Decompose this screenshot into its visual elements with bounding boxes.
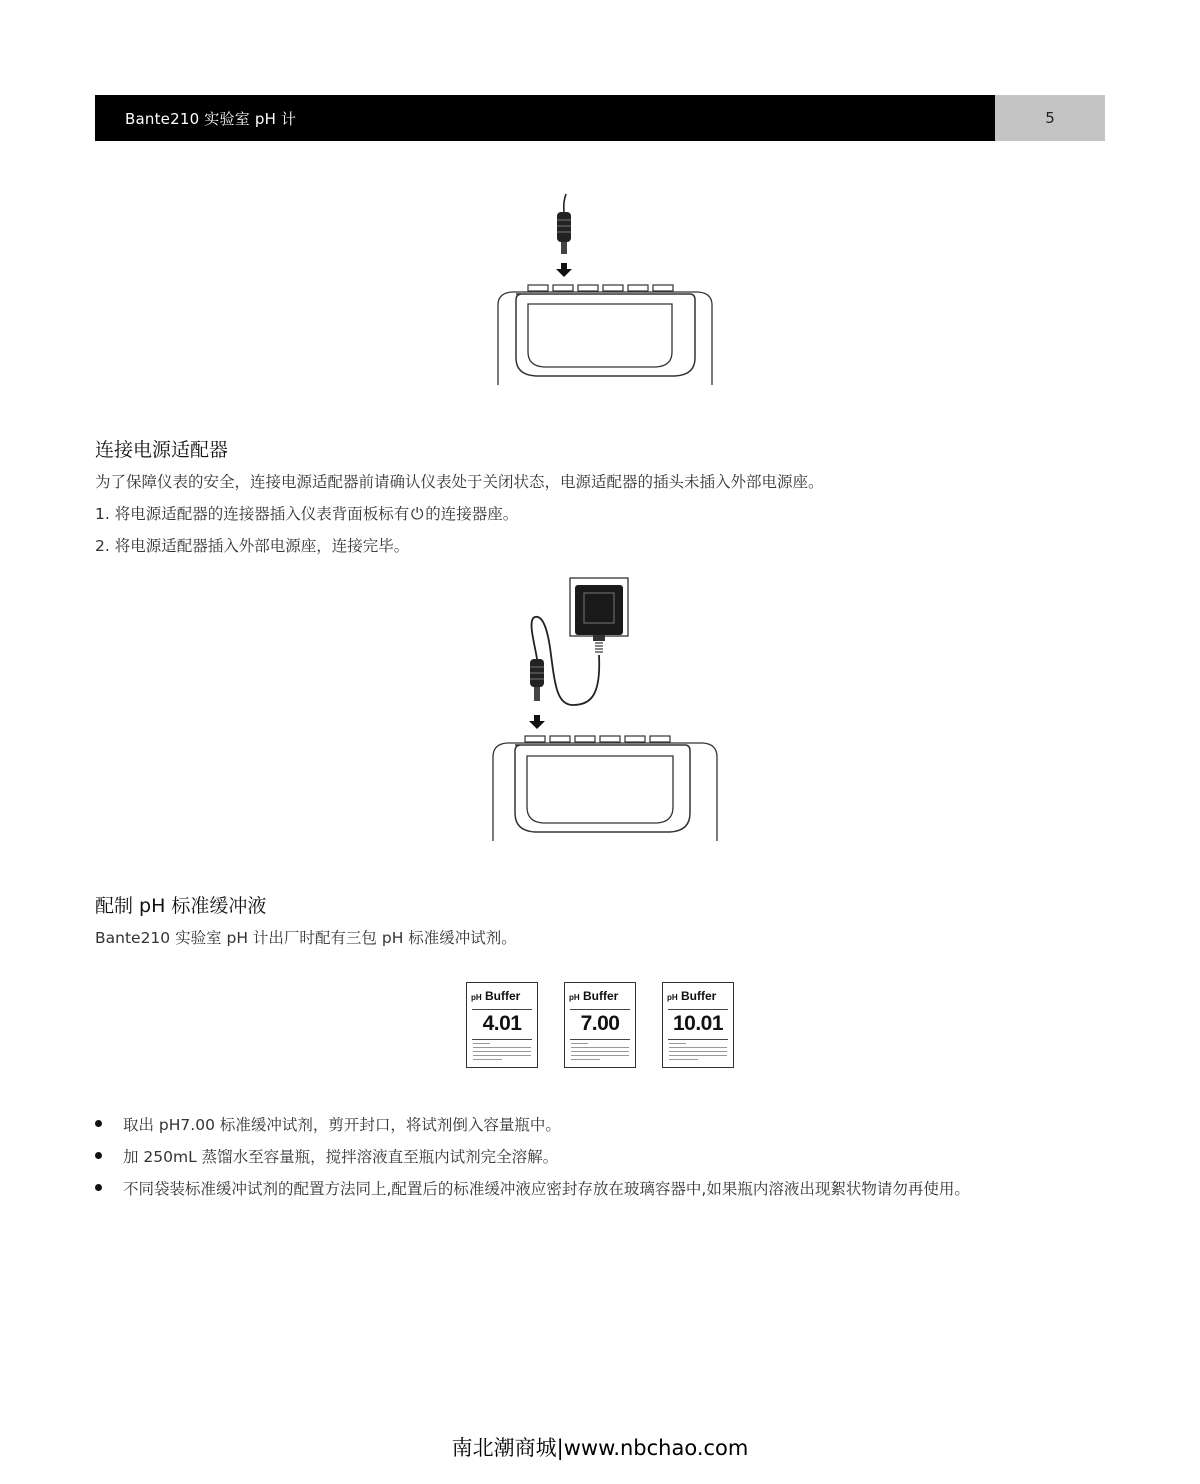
buffer-fine-print (473, 1043, 531, 1063)
buffer-value: 7.00 (580, 1012, 620, 1035)
footer-watermark: 南北潮商城|www.nbchao.com (451, 1436, 749, 1460)
buffer-packet-401 (466, 982, 538, 1068)
section1-step2: 2. 将电源适配器插入外部电源座，连接完毕。 (95, 537, 410, 555)
buffer-label: Buffer (583, 989, 619, 1003)
page-number: 5 (1045, 109, 1055, 127)
buffer-label: Buffer (485, 989, 521, 1003)
section1-step1 (95, 502, 518, 524)
buffer-label: Buffer (681, 989, 717, 1003)
list-item-text: 取出 pH7.00 标准缓冲试剂，剪开封口，将试剂倒入容量瓶中。 (123, 1116, 561, 1134)
section-title-power-adapter: 连接电源适配器 (95, 439, 229, 461)
section-title-buffer-prep: 配制 pH 标准缓冲液 (95, 895, 267, 917)
divider (668, 1039, 728, 1040)
buffer-fine-print (669, 1043, 727, 1063)
connector-to-meter-illustration (490, 190, 720, 390)
list-item-text: 加 250mL 蒸馏水至容量瓶，搅拌溶液直至瓶内试剂完全溶解。 (123, 1148, 559, 1166)
buffer-label-prefix: pH (471, 993, 482, 1002)
page-header (95, 95, 1105, 141)
buffer-packet-1001 (662, 982, 734, 1068)
section1-intro: 为了保障仪表的安全，连接电源适配器前请确认仪表处于关闭状态，电源适配器的插头未插入外部电源座。 (95, 473, 824, 491)
buffer-value: 10.01 (672, 1012, 724, 1035)
header-title: Bante210 实验室 pH 计 (125, 110, 297, 128)
buffer-packet-700 (564, 982, 636, 1068)
divider (668, 1009, 728, 1010)
divider (570, 1039, 630, 1040)
divider (472, 1009, 532, 1010)
step1-text-before: 1. 将电源适配器的连接器插入仪表背面板标有 (95, 505, 410, 523)
section2-intro: Bante210 实验室 pH 计出厂时配有三包 pH 标准缓冲试剂。 (95, 929, 517, 947)
buffer-value: 4.01 (482, 1012, 522, 1035)
buffer-label-prefix: pH (667, 993, 678, 1002)
power-icon: ⏻ (410, 504, 424, 523)
bullet-icon (95, 1152, 102, 1159)
header-title-bar (95, 95, 995, 141)
step1-text-after: 的连接器座。 (425, 505, 519, 523)
bullet-icon (95, 1184, 102, 1191)
divider (570, 1009, 630, 1010)
header-page-box (995, 95, 1105, 141)
adapter-to-socket-illustration (485, 575, 725, 845)
buffer-fine-print (571, 1043, 629, 1063)
list-item-text: 不同袋装标准缓冲试剂的配置方法同上,配置后的标准缓冲液应密封存放在玻璃容器中,如果瓶内溶液出现絮状物请勿再使用。 (123, 1180, 970, 1198)
buffer-label-prefix: pH (569, 993, 580, 1002)
divider (472, 1039, 532, 1040)
bullet-icon (95, 1120, 102, 1127)
